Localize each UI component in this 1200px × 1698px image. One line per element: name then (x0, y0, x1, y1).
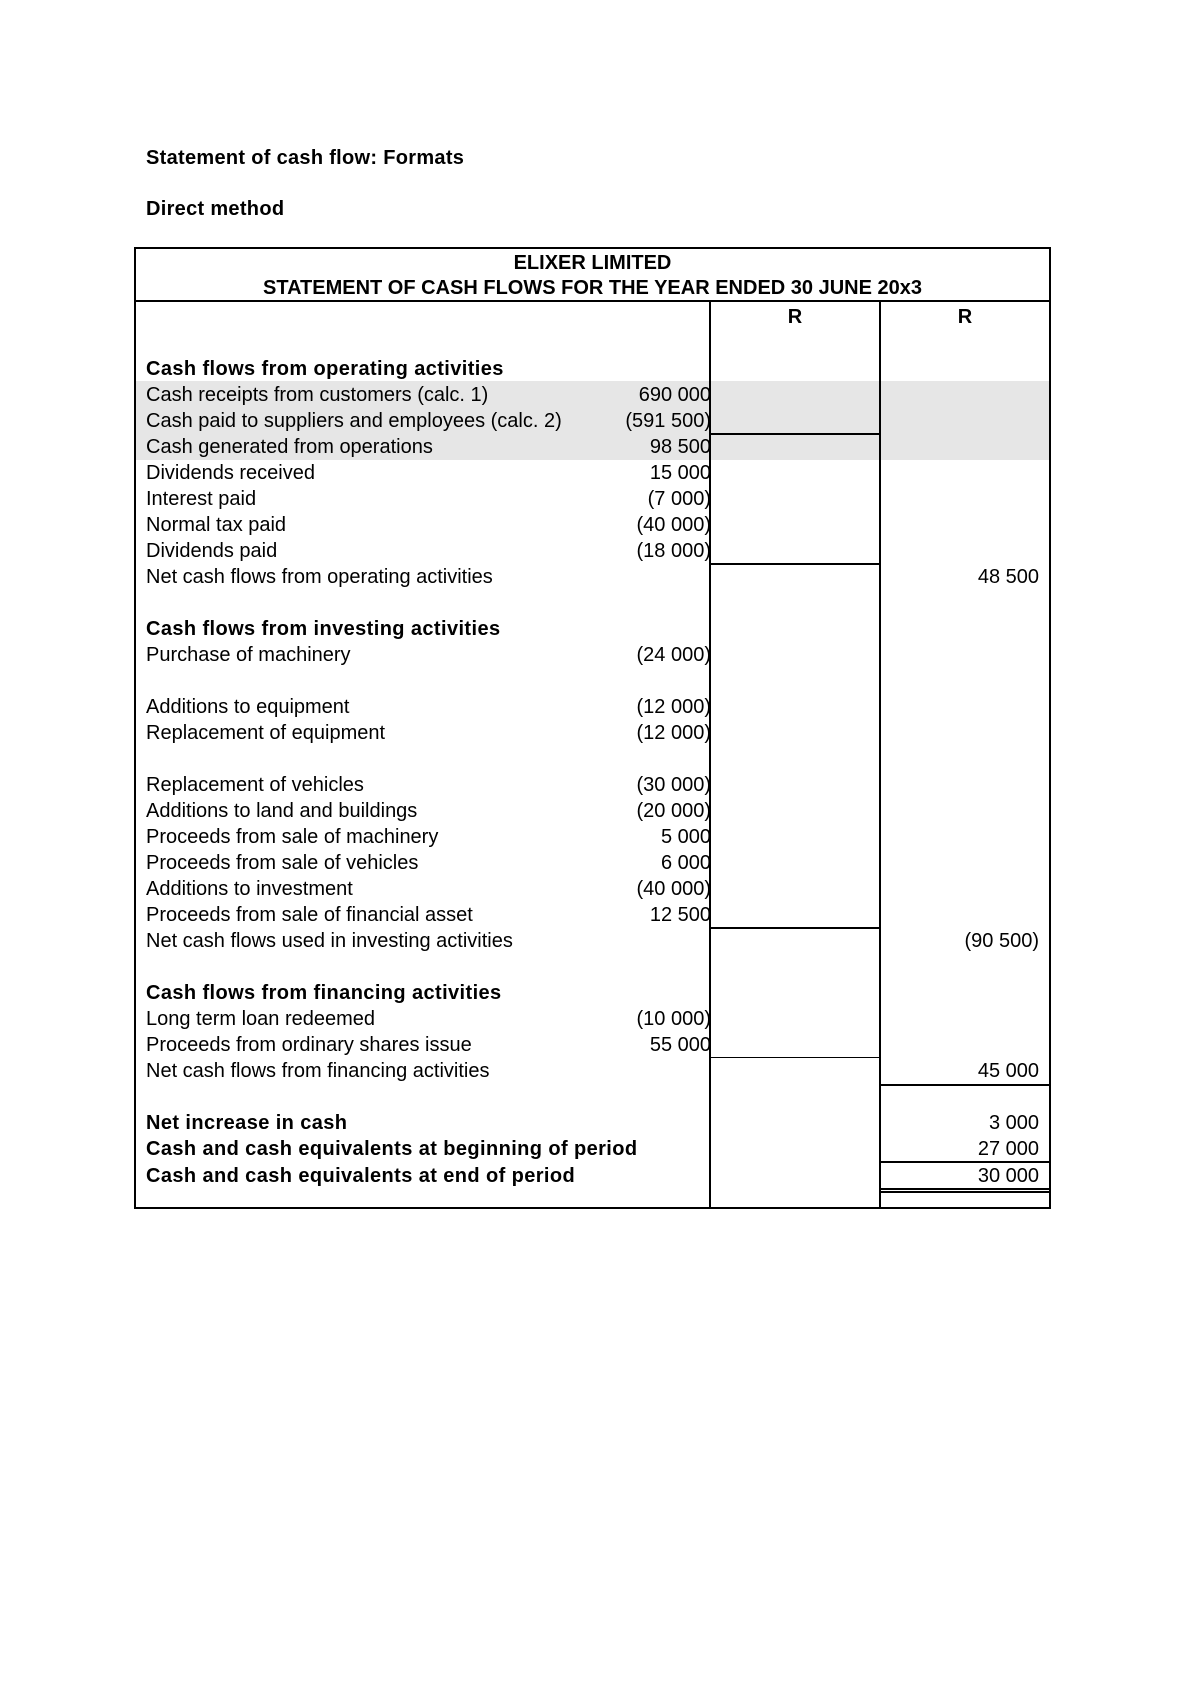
row-label: Cash generated from operations (146, 436, 433, 458)
statement-row (136, 460, 1049, 486)
row-label: Net cash flows from financing activities (146, 1060, 490, 1082)
row-label: Dividends paid (146, 540, 278, 562)
statement-row (136, 1058, 1049, 1084)
total-rule (881, 1084, 1049, 1086)
row-amount: (12 000) (636, 696, 711, 718)
row-amount: 690 000 (638, 384, 711, 406)
row-label: Normal tax paid (146, 514, 287, 536)
statement-row (136, 694, 1049, 720)
row-amount: (10 000) (636, 1008, 711, 1030)
row-label: Cash flows from investing activities (146, 618, 501, 640)
row-amount: 6 000 (660, 852, 711, 874)
row-amount: 55 000 (649, 1034, 711, 1056)
statement-heading: STATEMENT OF CASH FLOWS FOR THE YEAR ENDED 30 JUNE 20x3 (263, 277, 922, 299)
row-amount: 15 000 (649, 462, 711, 484)
statement-row (136, 928, 1049, 954)
row-amount: (30 000) (636, 774, 711, 796)
statement-row (136, 902, 1049, 928)
row-label: Purchase of machinery (146, 644, 351, 666)
row-amount: (591 500) (625, 410, 711, 432)
statement-row (136, 486, 1049, 512)
row-label: Cash paid to suppliers and employees (calc. 2) (146, 410, 562, 432)
row-amount: (7 000) (647, 488, 711, 510)
statement-row (136, 642, 1049, 668)
row-total: 45 000 (977, 1060, 1039, 1082)
row-label: Net cash flows from operating activities (146, 566, 493, 588)
statement-row (136, 564, 1049, 590)
row-amount: (18 000) (636, 540, 711, 562)
col2-header: R (957, 306, 973, 328)
row-label: Net cash flows used in investing activities (146, 930, 513, 952)
statement-row (136, 720, 1049, 746)
row-amount: (20 000) (636, 800, 711, 822)
row-label: Proceeds from sale of machinery (146, 826, 439, 848)
company-name: ELIXER LIMITED (513, 252, 672, 274)
row-label: Dividends received (146, 462, 315, 484)
row-amount: (12 000) (636, 722, 711, 744)
statement-row (136, 1006, 1049, 1032)
row-label: Cash flows from operating activities (146, 358, 504, 380)
row-label: Replacement of vehicles (146, 774, 364, 796)
statement-row (136, 382, 1049, 408)
row-amount: 12 500 (649, 904, 711, 926)
row-label: Proceeds from ordinary shares issue (146, 1034, 472, 1056)
statement-row (136, 1110, 1049, 1136)
row-label: Cash receipts from customers (calc. 1) (146, 384, 489, 406)
statement-row (136, 1163, 1049, 1189)
row-amount: (24 000) (636, 644, 711, 666)
document-subtitle: Direct method (146, 198, 285, 220)
statement-row (136, 850, 1049, 876)
statement-header (136, 249, 1049, 302)
statement-row (136, 434, 1049, 460)
row-amount: 98 500 (649, 436, 711, 458)
row-label: Cash and cash equivalents at end of period (146, 1165, 576, 1187)
statement-row (136, 408, 1049, 434)
row-label: Additions to investment (146, 878, 353, 900)
row-amount: 5 000 (660, 826, 711, 848)
row-label: Proceeds from sale of vehicles (146, 852, 419, 874)
row-total: 27 000 (977, 1138, 1039, 1160)
row-label: Cash and cash equivalents at beginning of period (146, 1138, 638, 1160)
row-label: Net increase in cash (146, 1112, 348, 1134)
statement-row (136, 772, 1049, 798)
statement-row (136, 876, 1049, 902)
row-total: (90 500) (964, 930, 1039, 952)
statement-row (136, 512, 1049, 538)
statement-row (136, 1136, 1049, 1162)
row-total: 48 500 (977, 566, 1039, 588)
double-rule-bottom (881, 1191, 1049, 1193)
row-total: 30 000 (977, 1165, 1039, 1187)
statement-row (136, 824, 1049, 850)
statement-row (136, 616, 1049, 642)
statement-row (136, 1032, 1049, 1058)
col1-header: R (787, 306, 803, 328)
statement-row (136, 980, 1049, 1006)
statement-row (136, 538, 1049, 564)
row-label: Additions to land and buildings (146, 800, 418, 822)
row-label: Cash flows from financing activities (146, 982, 502, 1004)
row-amount: (40 000) (636, 878, 711, 900)
row-total: 3 000 (988, 1112, 1039, 1134)
statement-row (136, 356, 1049, 382)
cash-flow-statement-table (134, 247, 1051, 1209)
row-label: Additions to equipment (146, 696, 350, 718)
row-label: Replacement of equipment (146, 722, 386, 744)
document-title: Statement of cash flow: Formats (146, 147, 465, 169)
row-label: Proceeds from sale of financial asset (146, 904, 473, 926)
statement-row (136, 798, 1049, 824)
row-label: Long term loan redeemed (146, 1008, 376, 1030)
double-rule-top (881, 1188, 1049, 1190)
row-label: Interest paid (146, 488, 257, 510)
row-amount: (40 000) (636, 514, 711, 536)
